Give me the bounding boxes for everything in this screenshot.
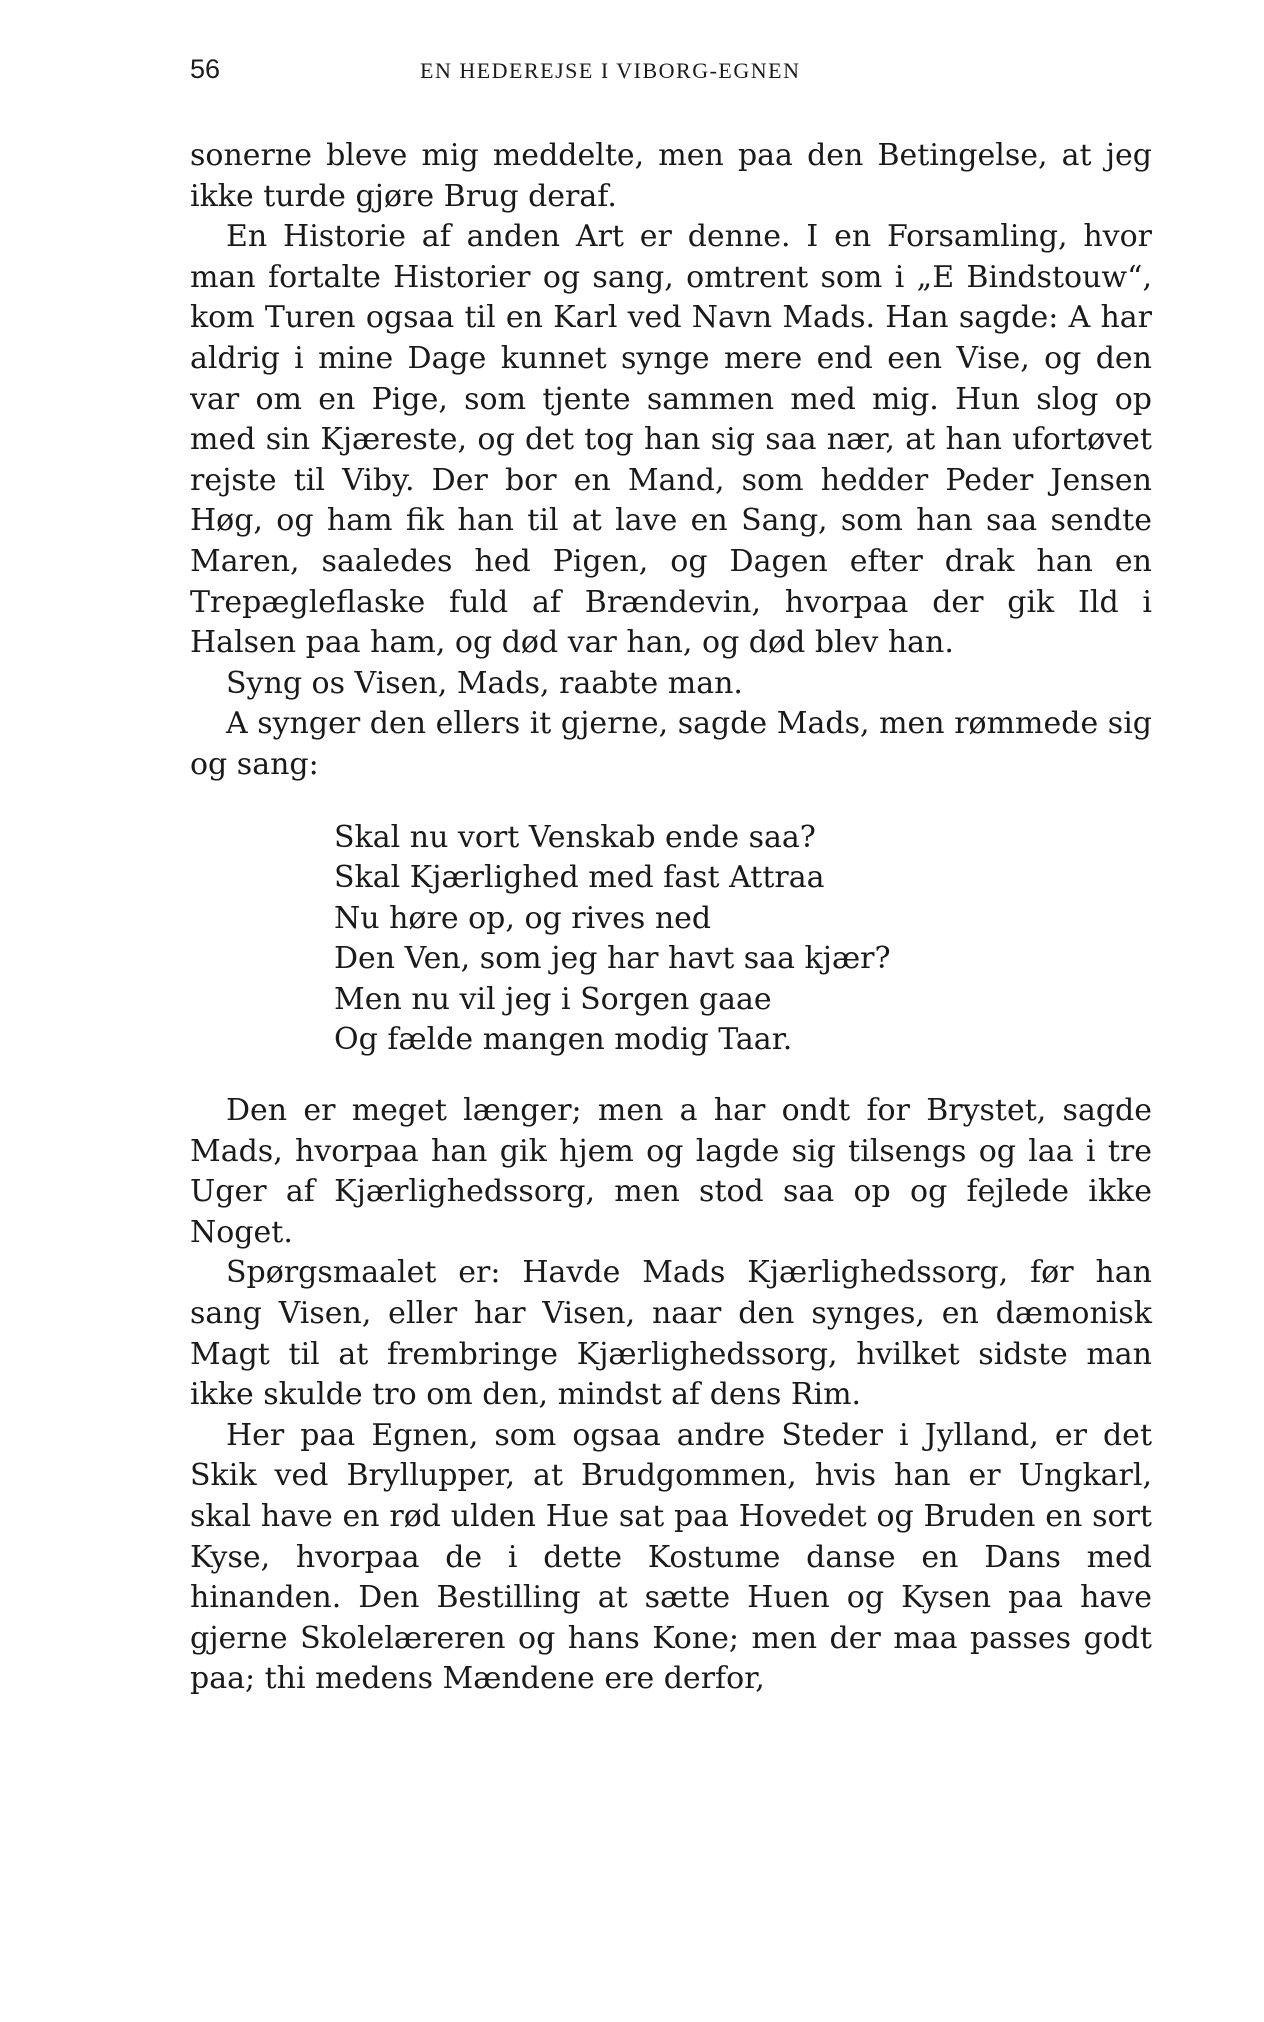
body-text — [190, 136, 1152, 1700]
verse-line: Men nu vil jeg i Sorgen gaae — [334, 981, 772, 1017]
paragraph-dialogue-request: Syng os Visen, Mads, raabte man. — [226, 665, 743, 701]
verse-line: Skal Kjærlighed med fast Attraa — [334, 860, 825, 896]
page-number: 56 — [190, 54, 221, 84]
paragraph-question: Spørgsmaalet er: Havde Mads Kjærlighedssorg, før han sang Visen, eller har Visen, naar den synges, en dæmonisk Magt til at frembringe Kjærlighedssorg, hvilket sidste man ikke skulde tro om den, mindst af dens Rim. — [190, 1255, 1152, 1413]
running-title: EN HEDEREJSE I VIBORG-EGNEN — [420, 58, 801, 83]
paragraph-story: En Historie af anden Art er denne. I en Forsamling, hvor man fortalte Historier og sang, omtrent som i „E Bindstouw“, kom Turen ogsaa til en Karl ved Navn Mads. Han sagde: A har aldrig i mine Dage kunnet synge mere end een Vise, og den var om en Pige, som tjente sammen med mig. Hun slog op med sin Kjæreste, og det tog han sig saa nær, at han ufortøvet rejste til Viby. Der bor en Mand, som hedder Peder Jensen Høg, og ham fik han til at lave en Sang, som han saa sendte Maren, saaledes hed Pigen, og Dagen efter drak han en Trepægleflaske fuld af Brændevin, hvorpaa der gik Ild i Halsen paa ham, og død var han, og død blev han. — [190, 219, 1152, 661]
paragraph-dialogue-reply: A synger den ellers it gjerne, sagde Mads, men rømmede sig og sang: — [190, 706, 1152, 782]
verse-line: Nu høre op, og rives ned — [334, 900, 712, 936]
paragraph-wedding-custom: Her paa Egnen, som ogsaa andre Steder i Jylland, er det Skik ved Bryllupper, at Brudgommen, hvis han er Ungkarl, skal have en rød ulden Hue sat paa Hovedet og Bruden en sort Kyse, hvorpaa de i dette Kostume danse en Dans med hinanden. Den Bestilling at sætte Huen og Kysen paa have gjerne Skolelæreren og hans Kone; men der maa passes godt paa; thi medens Mændene ere derfor, — [190, 1417, 1152, 1697]
paragraph-continuation: sonerne bleve mig meddelte, men paa den Betingelse, at jeg ikke turde gjøre Brug deraf. — [190, 138, 1152, 214]
running-head — [190, 52, 1150, 92]
verse-line: Skal nu vort Venskab ende saa? — [334, 819, 816, 855]
verse-block — [334, 818, 1152, 1062]
verse-line: Og fælde mangen modig Taar. — [334, 1022, 793, 1058]
verse-line: Den Ven, som jeg har havt saa kjær? — [334, 941, 891, 977]
paragraph-aftermath: Den er meget længer; men a har ondt for Brystet, sagde Mads, hvorpaa han gik hjem og lagde sig tilsengs og laa i tre Uger af Kjærlighedssorg, men stod saa op og fejlede ikke Noget. — [190, 1093, 1152, 1250]
